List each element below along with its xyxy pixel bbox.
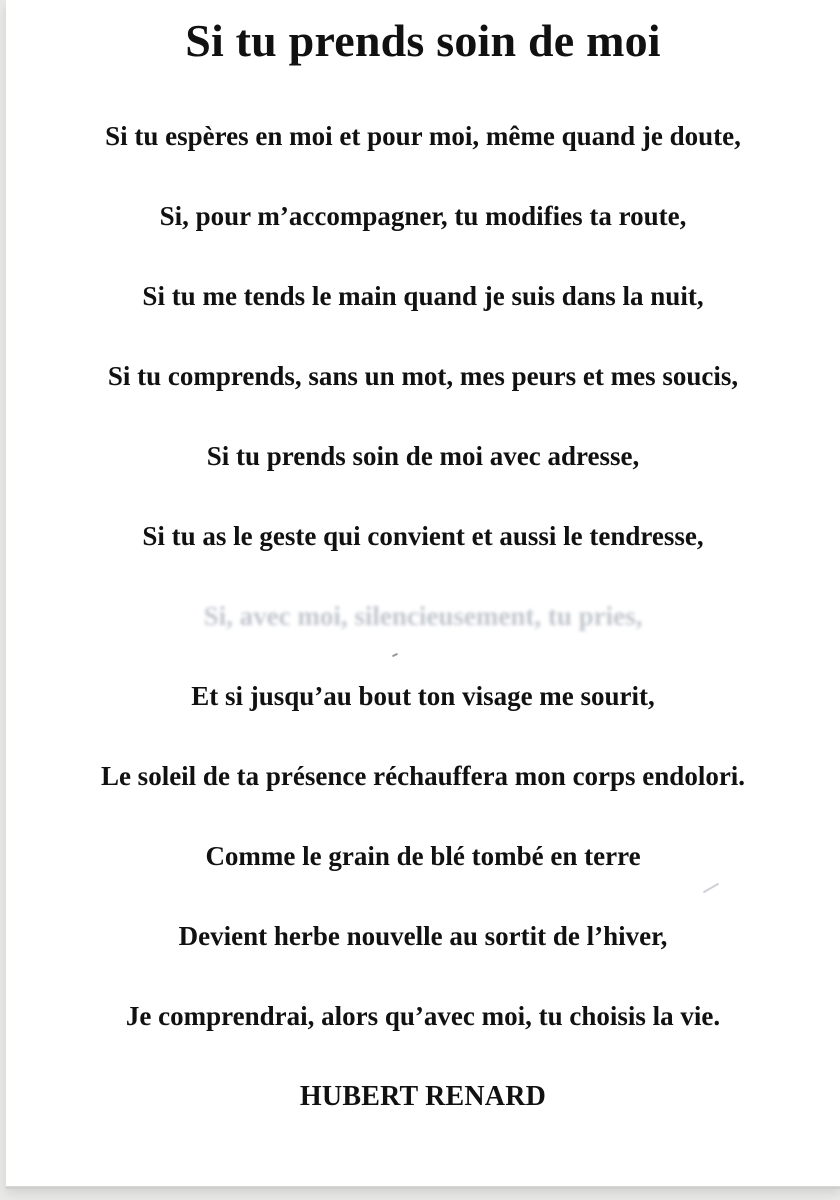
poem-line-3: Si tu me tends le main quand je suis dans la nuit, [142,281,704,311]
print-speck [392,653,398,657]
poem-title: Si tu prends soin de moi [185,15,661,66]
poem-line-5: Si tu prends soin de moi avec adresse, [206,441,640,471]
poem-line-4: Si tu comprends, sans un mot, mes peurs et mes soucis, [107,361,739,391]
poem-line-6: Si tu as le geste qui convient et aussi le tendresse, [142,521,704,551]
poem-line-2: Si, pour m’accompagner, tu modifies ta route, [159,201,687,231]
poem-line-12: Je comprendrai, alors qu’avec moi, tu choisis la vie. [125,1001,721,1031]
poem-card [6,0,840,1187]
poem-line-8: Et si jusqu’au bout ton visage me sourit, [191,681,655,711]
poem-line-9: Le soleil de ta présence réchauffera mon corps endolori. [100,761,746,791]
poem-line-11: Devient herbe nouvelle au sortit de l’hiver, [178,921,668,951]
poem-line-7-faded: Si, avec moi, silencieusement, tu pries, [203,601,643,631]
poem-author: HUBERT RENARD [299,1081,547,1112]
poem-line-10: Comme le grain de blé tombé en terre [205,841,641,871]
poem-line-1: Si tu espères en moi et pour moi, même quand je doute, [105,121,741,151]
paper-scuff [703,883,720,894]
